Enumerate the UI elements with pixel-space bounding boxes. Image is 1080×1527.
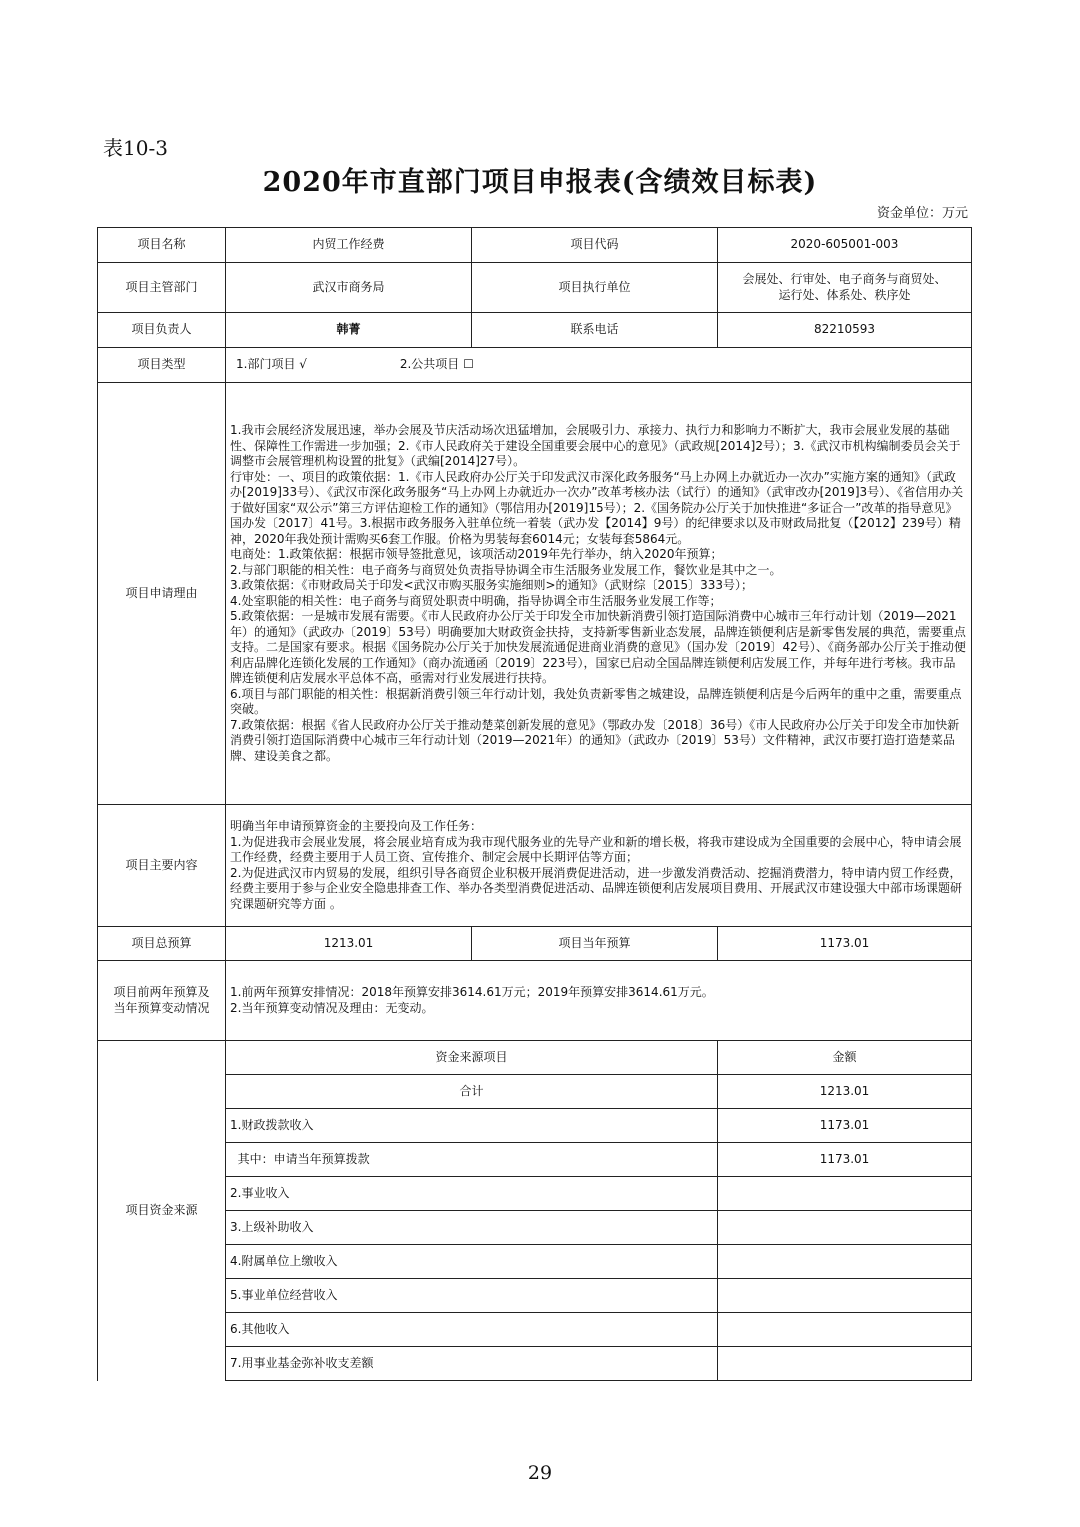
reason-paragraph: 1.我市会展经济发展迅速，举办会展及节庆活动场次迅猛增加，会展吸引力、承接力、执行力和影响力不断扩大，我市会展业发展的基础性、保障性工作需进一步加强；2.《市人民政府关于建设全国重要会展中心的意见》（武政规[2014]2号）；3.《武汉市机构编制委员会关于调整市会展管理机构设置的批复》（武编[2014]27号）。 bbox=[230, 423, 961, 468]
budget-change-line: 2.当年预算变动情况及理由：无变动。 bbox=[230, 1000, 434, 1015]
funding-item-label: 4.附属单位上缴收入 bbox=[226, 1245, 718, 1279]
funding-item-label: 其中：申请当年预算拨款 bbox=[226, 1143, 718, 1177]
budget-change-label-line-1: 项目前两年预算及 bbox=[113, 985, 210, 999]
funding-row bbox=[98, 1143, 972, 1177]
funding-item-amount: 1173.01 bbox=[718, 1143, 972, 1177]
content-paragraph: 2.为促进武汉市内贸易的发展，组织引导各商贸企业积极开展消费促进活动，进一步激发消费活动、挖掘消费潜力，特申请内贸工作经费，经费主要用于参与企业安全隐患排查工作、举办各类型消费促进活动、品牌连锁便利店发展项目费用、开展武汉市建设强大中部市场课题研究课题研究等方面 。 bbox=[230, 865, 963, 911]
budget-change-line: 1.前两年预算安排情况：2018年预算安排3614.61万元；2019年预算安排3614.61万元。 bbox=[230, 985, 714, 999]
row-project-type bbox=[98, 348, 972, 383]
project-name-label: 项目名称 bbox=[98, 228, 226, 263]
leader-label: 项目负责人 bbox=[98, 313, 226, 348]
funding-item-label: 2.事业收入 bbox=[226, 1177, 718, 1211]
reason-paragraph: 电商处：1.政策依据：根据市领导签批意见，该项活动2019年先行举办，纳入2020年预算； bbox=[230, 547, 723, 561]
leader-value: 韩菁 bbox=[226, 313, 472, 348]
funding-item-label: 3.上级补助收入 bbox=[226, 1211, 718, 1245]
funding-row bbox=[98, 1313, 972, 1347]
reason-paragraph: 7.政策依据：根据《省人民政府办公厅关于推动楚菜创新发展的意见》（鄂政办发〔2018〕36号）《市人民政府办公厅关于印发全市加快新消费引领打造国际消费中心城市三年行动计划（2019—2021年）的通知》（武政办〔2019〕53号）文件精神，武汉市要打造打造楚菜品牌、建设美食之都。 bbox=[230, 717, 960, 763]
content-text bbox=[226, 805, 972, 927]
row-project-leader bbox=[98, 313, 972, 348]
table-number: 表10-3 bbox=[103, 136, 168, 160]
type-option-department: 1.部门项目 √ bbox=[236, 357, 307, 372]
content-paragraph: 明确当年申请预算资金的主要投向及工作任务： bbox=[230, 819, 483, 833]
reason-label: 项目申请理由 bbox=[98, 383, 226, 805]
funding-item-amount: 1173.01 bbox=[718, 1109, 972, 1143]
phone-label: 联系电话 bbox=[472, 313, 718, 348]
page-title: 2020年市直部门项目申报表(含绩效目标表) bbox=[262, 167, 818, 198]
project-code-value: 2020-605001-003 bbox=[718, 228, 972, 263]
reason-paragraph: 3.政策依据：《市财政局关于印发<武汉市购买服务实施细则>的通知》（武财综〔2015〕333号）； bbox=[230, 578, 754, 592]
funding-row bbox=[98, 1279, 972, 1313]
funding-item-label: 7.用事业基金弥补收支差额 bbox=[226, 1347, 718, 1381]
funding-item-amount bbox=[718, 1347, 972, 1381]
type-options bbox=[226, 348, 972, 383]
reason-paragraph: 行审处：一、项目的政策依据：1.《市人民政府办公厅关于印发武汉市深化政务服务“马上办网上办就近办一次办”实施方案的通知》（武政办[2019]33号）、《武汉市深化政务服务“马上办网上办就近办一次办”改革考核办法（试行）的通知》（武审改办[2019]3号）、《省信用办关于做好国家“双公示”第三方评估迎检工作的通知》（鄂信用办[2019]15号）；2.《国务院办公厅关于加快推进“多证合一”改革的指导意见》国办发〔2017〕41号。3.根据市政务服务入驻单位统一着装（武办发【2014】9号）的纪律要求以及市财政局批复（【2012】239号）精神，2020年我处预计需购买6套工作服。价格为男装每套6014元；女装每套5864元。 bbox=[230, 469, 964, 546]
reason-paragraph: 4.处室职能的相关性：电子商务与商贸处职责中明确，指导协调全市生活服务业发展工作等； bbox=[230, 593, 722, 608]
currency-unit: 资金单位：万元 bbox=[876, 206, 968, 221]
type-label: 项目类型 bbox=[98, 348, 226, 383]
current-budget-label: 项目当年预算 bbox=[472, 927, 718, 961]
reason-text bbox=[226, 383, 972, 805]
funding-source-label: 项目资金来源 bbox=[98, 1041, 226, 1381]
funding-row bbox=[98, 1177, 972, 1211]
funding-item-amount bbox=[718, 1313, 972, 1347]
exec-unit-line-1: 会展处、行审处、电子商务与商贸处、 bbox=[742, 272, 947, 286]
funding-header-amount: 金额 bbox=[718, 1041, 972, 1075]
project-application-table bbox=[97, 227, 972, 1381]
content-paragraph: 1.为促进我市会展业发展，将会展业培育成为我市现代服务业的先导产业和新的增长极，将我市建设成为全国重要的会展中心，特申请会展工作经费，经费主要用于人员工资、宣传推介、制定会展中长期评估等方面； bbox=[230, 834, 962, 864]
row-project-name bbox=[98, 228, 972, 263]
total-budget-value: 1213.01 bbox=[226, 927, 472, 961]
project-name-value: 内贸工作经费 bbox=[226, 228, 472, 263]
type-option-public: 2.公共项目 ☐ bbox=[399, 357, 474, 372]
budget-change-label-line-2: 当年预算变动情况 bbox=[113, 1000, 210, 1015]
funding-item-amount bbox=[718, 1177, 972, 1211]
funding-row bbox=[98, 1211, 972, 1245]
reason-paragraph: 5.政策依据：一是城市发展有需要。《市人民政府办公厅关于印发全市加快新消费引领打造国际消费中心城市三年行动计划（2019—2021年）的通知》（武政办〔2019〕53号）明确要加大财政资金扶持，支持新零售新业态发展，品牌连锁便利店是新零售发展的典范，需要重点支持。二是国家有要求。根据《国务院办公厅关于加快发展流通促进商业消费的意见》（国办发〔2019〕42号）、《商务部办公厅关于推动便利店品牌化连锁化发展的工作通知》（商办流通函〔2019〕223号），国家已启动全国品牌连锁便利店发展工作，并每年进行考核。我市品牌连锁便利店发展水平总体不高，亟需对行业发展进行扶持。 bbox=[230, 609, 966, 685]
funding-item-label: 6.其他收入 bbox=[226, 1313, 718, 1347]
row-budget-change bbox=[98, 961, 972, 1041]
dept-value: 武汉市商务局 bbox=[226, 263, 472, 313]
row-funding-header bbox=[98, 1041, 972, 1075]
exec-unit-value bbox=[718, 263, 972, 313]
phone-value: 82210593 bbox=[718, 313, 972, 348]
row-budget bbox=[98, 927, 972, 961]
funding-header-item: 资金来源项目 bbox=[226, 1041, 718, 1075]
funding-item-label: 5.事业单位经营收入 bbox=[226, 1279, 718, 1313]
funding-item-label: 合计 bbox=[226, 1075, 718, 1109]
project-code-label: 项目代码 bbox=[472, 228, 718, 263]
funding-row bbox=[98, 1347, 972, 1381]
row-project-dept bbox=[98, 263, 972, 313]
funding-item-label: 1.财政拨款收入 bbox=[226, 1109, 718, 1143]
row-project-reason bbox=[98, 383, 972, 805]
budget-change-text bbox=[226, 961, 972, 1041]
page-number: 29 bbox=[527, 1462, 553, 1484]
funding-row bbox=[98, 1075, 972, 1109]
funding-row bbox=[98, 1245, 972, 1279]
reason-paragraph: 2.与部门职能的相关性：电子商务与商贸处负责指导协调全市生活服务业发展工作，餐饮业是其中之一。 bbox=[230, 562, 782, 577]
funding-item-amount: 1213.01 bbox=[718, 1075, 972, 1109]
exec-unit-line-2: 运行处、体系处、秩序处 bbox=[778, 287, 911, 302]
content-label: 项目主要内容 bbox=[98, 805, 226, 927]
dept-label: 项目主管部门 bbox=[98, 263, 226, 313]
reason-paragraph: 6.项目与部门职能的相关性：根据新消费引领三年行动计划，我处负责新零售之城建设，品牌连锁便利店是今后两年的重中之重，需要重点突破。 bbox=[230, 686, 962, 716]
row-project-content bbox=[98, 805, 972, 927]
funding-item-amount bbox=[718, 1211, 972, 1245]
funding-item-amount bbox=[718, 1279, 972, 1313]
budget-change-label bbox=[98, 961, 226, 1041]
exec-unit-label: 项目执行单位 bbox=[472, 263, 718, 313]
total-budget-label: 项目总预算 bbox=[98, 927, 226, 961]
funding-item-amount bbox=[718, 1245, 972, 1279]
funding-row bbox=[98, 1109, 972, 1143]
current-budget-value: 1173.01 bbox=[718, 927, 972, 961]
